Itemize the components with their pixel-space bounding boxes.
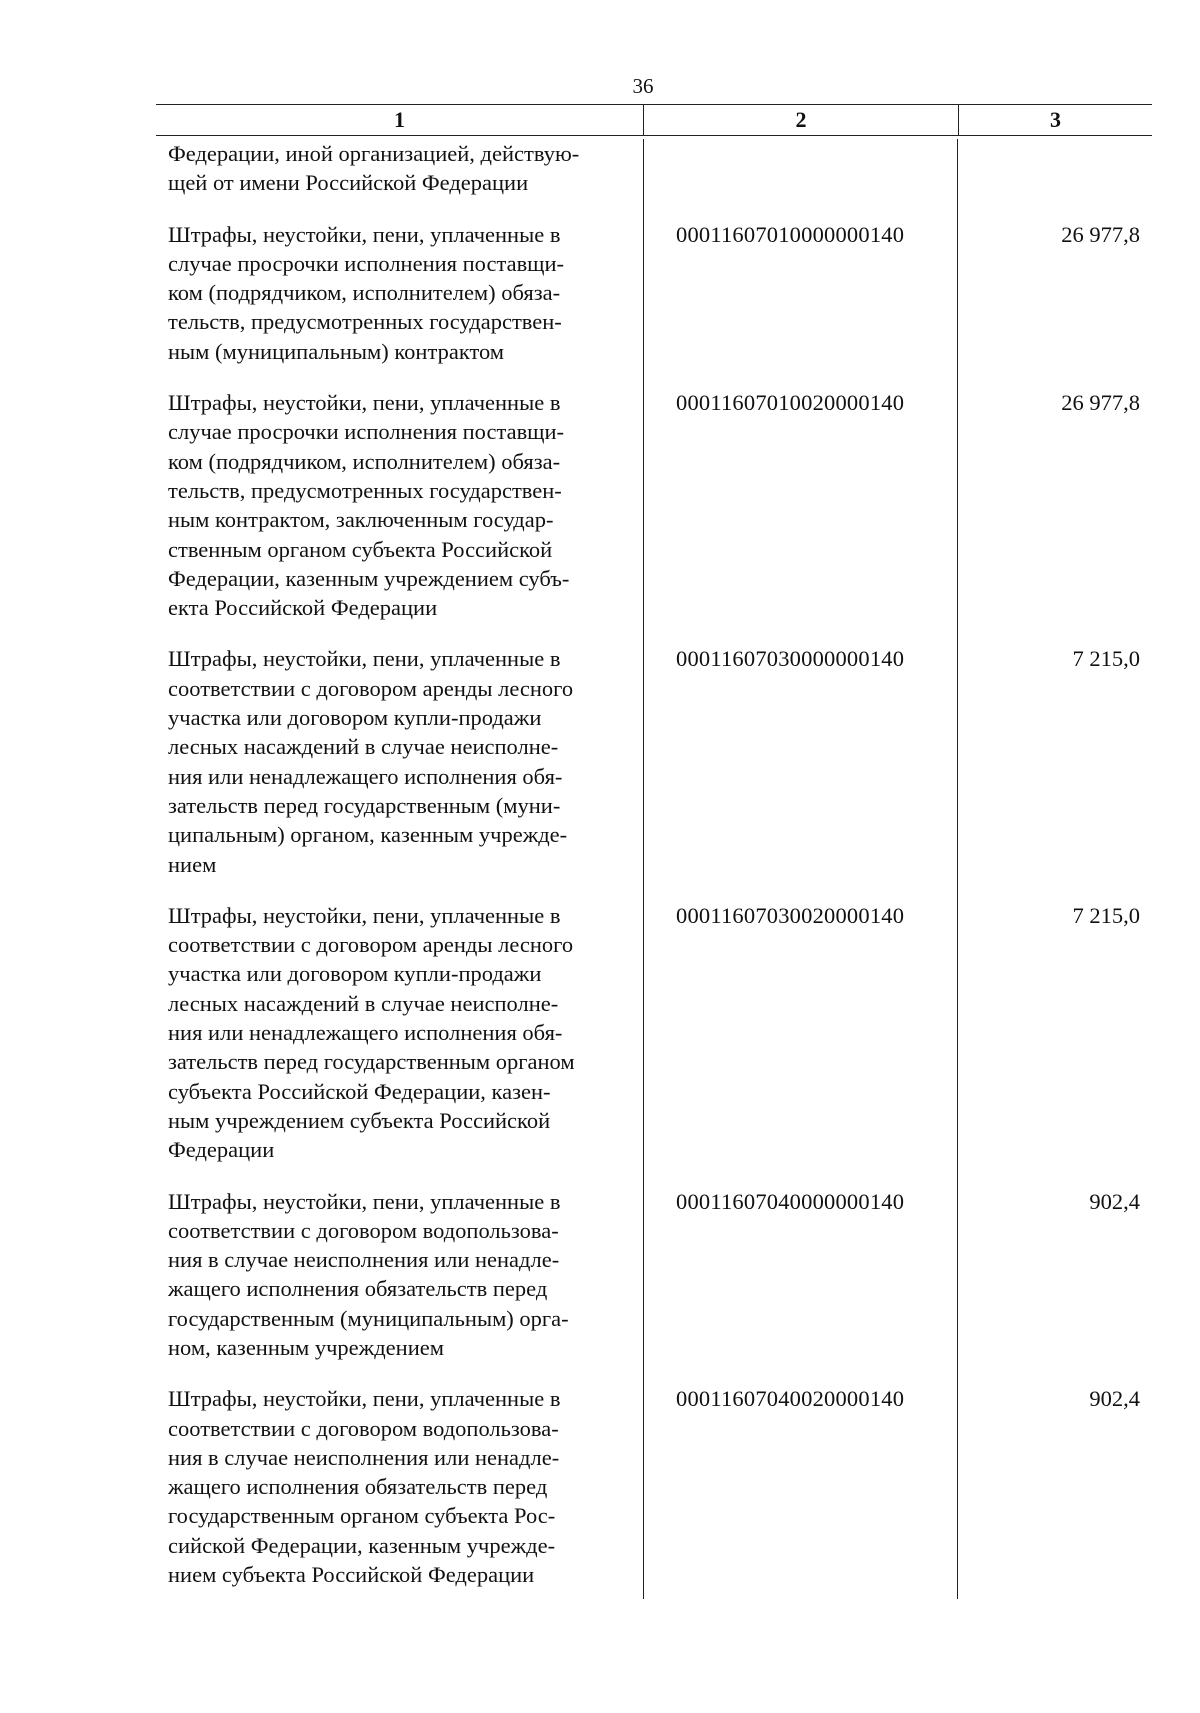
column-divider [957,139,958,1599]
description-line: участка или договором купли-продажи [168,705,542,731]
description-line: Штрафы, неустойки, пени, уплаченные в [168,646,561,672]
description-line: Штрафы, неустойки, пени, уплаченные в [168,1386,561,1412]
description-line: Штрафы, неустойки, пени, уплаченные в [168,390,561,416]
description-line: соответствии с договором водопользова- [168,1217,559,1243]
description-line: ния или ненадлежащего исполнения обя- [168,763,563,789]
description-line: государственным органом субъекта Рос- [168,1503,556,1529]
row-code: 00011607010000000140 [676,221,905,247]
row-code: 00011607040000000140 [676,1188,905,1214]
row-amount: 26 977,8 [1061,221,1140,247]
budget-table [156,104,1152,1599]
column-header-3: 3 [1050,107,1061,132]
row-amount: 26 977,8 [1061,390,1140,416]
table-header [156,104,1152,136]
description-line: ния или ненадлежащего исполнения обя- [168,1020,563,1046]
row-description [156,1384,643,1589]
row-code: 00011607040020000140 [676,1386,905,1412]
table-body [156,139,1152,1599]
description-line: зательств перед государственным органом [168,1049,575,1075]
column-divider [643,139,644,1599]
description-line: лесных насаждений в случае неисполне- [168,734,559,760]
row-description [156,644,643,878]
description-line: зательств перед государственным (муни- [168,792,561,818]
row-description [156,1187,643,1363]
description-line: щей от имени Российской Федерации [168,170,529,196]
table-row [156,388,1152,622]
description-line: Штрафы, неустойки, пени, уплаченные в [168,221,561,247]
row-code: 00011607030020000140 [676,902,905,928]
description-line: ным учреждением субъекта Российской [168,1107,551,1133]
description-line: соответствии с договором аренды лесного [168,675,574,701]
description-line: ципальным) органом, казенным учрежде- [168,822,568,848]
column-header-2: 2 [644,105,959,135]
row-amount: 7 215,0 [1072,902,1140,928]
table-row [156,901,1152,1165]
description-line: Штрафы, неустойки, пени, уплаченные в [168,1188,561,1214]
table-row [156,220,1152,366]
description-line: ным (муниципальным) контрактом [168,338,505,364]
description-line: Штрафы, неустойки, пени, уплаченные в [168,902,561,928]
description-line: случае просрочки исполнения поставщи- [168,419,565,445]
description-line: Федерации [168,1137,275,1163]
description-line: сийской Федерации, казенным учрежде- [168,1532,556,1558]
description-line: соответствии с договором водопользова- [168,1415,559,1441]
description-line: субъекта Российской Федерации, казен- [168,1078,551,1104]
row-amount: 7 215,0 [1072,646,1140,672]
description-line: ным контрактом, заключенным государ- [168,507,554,533]
description-line: ственным органом субъекта Российской [168,536,553,562]
table-row [156,139,1152,198]
table-row [156,1187,1152,1363]
description-line: Федерации, иной организацией, действую- [168,141,580,166]
description-line: ном, казенным учреждением [168,1334,444,1360]
description-line: жащего исполнения обязательств перед [168,1474,548,1500]
description-line: соответствии с договором аренды лесного [168,932,574,958]
row-amount: 902,4 [1089,1188,1140,1214]
description-line: нием субъекта Российской Федерации [168,1562,535,1588]
row-description [156,901,643,1165]
row-code [643,139,957,198]
table-row [156,644,1152,878]
description-line: ком (подрядчиком, исполнителем) обяза- [168,448,561,474]
description-line: нием [168,851,217,877]
description-line: тельств, предусмотренных государствен- [168,477,562,503]
row-description [156,139,643,198]
description-line: ния в случае неисполнения или ненадле- [168,1247,560,1273]
row-description [156,388,643,622]
description-line: екта Российской Федерации [168,595,438,621]
row-amount: 902,4 [1089,1386,1140,1412]
row-code: 00011607030000000140 [676,646,905,672]
description-line: участка или договором купли-продажи [168,961,542,987]
row-description [156,220,643,366]
description-line: государственным (муниципальным) орга- [168,1305,569,1331]
row-code: 00011607010020000140 [676,390,905,416]
description-line: ком (подрядчиком, исполнителем) обяза- [168,280,561,306]
description-line: Федерации, казенным учреждением субъ- [168,565,570,591]
description-line: случае просрочки исполнения поставщи- [168,250,565,276]
description-line: жащего исполнения обязательств перед [168,1276,548,1302]
description-line: тельств, предусмотренных государствен- [168,309,562,335]
column-header-1: 1 [156,105,644,135]
page-number: 36 [632,74,654,98]
table-row [156,1384,1152,1599]
description-line: ния в случае неисполнения или ненадле- [168,1444,560,1470]
row-amount [957,139,1152,198]
description-line: лесных насаждений в случае неисполне- [168,990,559,1016]
